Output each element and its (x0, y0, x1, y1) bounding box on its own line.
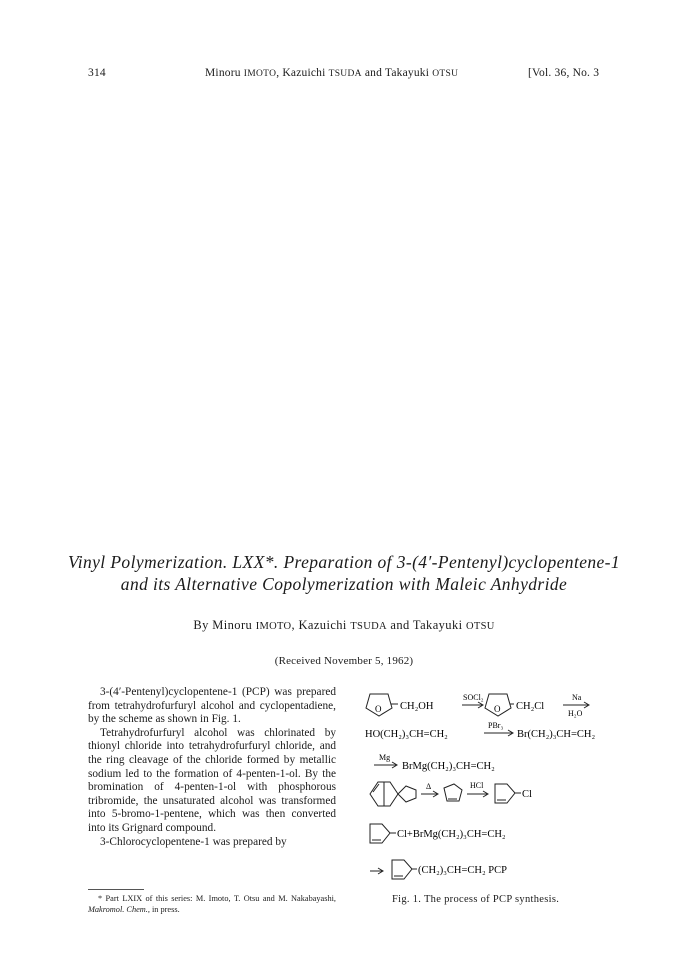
scheme-r3-b: BrMg(CH₂)₃CH=CH₂ (402, 761, 495, 772)
author-3-surname: OTSU (432, 69, 459, 79)
received-date: (Received November 5, 1962) (274, 655, 414, 667)
chlorocyclopentene-2-icon (370, 824, 390, 843)
figure-caption: Fig. 1. The process of PCP synthesis. (392, 894, 560, 905)
chlorocyclopentene-icon (495, 784, 515, 803)
byline (0, 618, 688, 633)
scheme-r2-reagent: PBr₃ (488, 721, 504, 730)
dicyclopentadiene-icon (370, 782, 416, 806)
byline-by: By Minoru (193, 618, 256, 632)
footnote (88, 893, 336, 915)
scheme-r1-reagent-2: Na (572, 693, 582, 702)
author-2-surname: TSUDA (328, 69, 362, 79)
author-sep-1: , Kazuichi (276, 67, 329, 79)
scheme-r4-cl: Cl (522, 789, 532, 800)
ring-oxygen-2: O (494, 704, 501, 714)
pcp-ring-icon (392, 860, 412, 879)
footnote-journal: Makromol. Chem. (88, 905, 148, 914)
footnote-rule (88, 889, 144, 890)
article-title-line-2: and its Alternative Copolymerization with Maleic Anhydride (120, 574, 568, 594)
scheme-r5-text: Cl+BrMg(CH₂)₃CH=CH₂ (397, 829, 506, 840)
author-1-given: Minoru (205, 67, 244, 79)
scheme-r6-text: (CH₂)₃CH=CH₂ PCP (418, 865, 507, 876)
byline-author-1: IMOTO (255, 621, 292, 632)
scheme-r3-reagent: Mg (379, 753, 391, 762)
cyclopentadiene-icon (444, 784, 462, 801)
scheme-r2-b: Br(CH₂)₃CH=CH₂ (517, 729, 596, 740)
scheme-r4-reagent-2: HCl (470, 781, 484, 790)
scheme-r1-a: CH₂OH (400, 701, 434, 712)
author-1-surname: IMOTO (243, 69, 277, 79)
running-header-authors (205, 67, 458, 79)
ring-oxygen-1: O (375, 704, 382, 714)
scheme-r1-b: CH₂Cl (516, 701, 545, 712)
footnote-text: * Part LXIX of this series: M. Imoto, T. Otsu and M. Nakabayashi, (98, 894, 336, 903)
scheme-r1-reagent-1: SOCl₂ (463, 693, 484, 702)
paragraph-1: 3-(4′-Pentenyl)cyclopentene-1 (PCP) was prepared from tetrahydrofurfuryl alcohol and cyclopentadiene, by the scheme as shown in Fig. 1. (88, 686, 336, 726)
reaction-scheme-figure (360, 684, 620, 889)
byline-author-2: TSUDA (350, 621, 387, 632)
byline-sep-1: , Kazuichi (291, 618, 351, 632)
page-number: 314 (88, 67, 106, 79)
article-title-line-1: Vinyl Polymerization. LXX*. Preparation of 3-(4′-Pentenyl)cyclopentene-1 (67, 552, 621, 572)
scheme-r1-reagent-3: H₂O (568, 709, 583, 718)
body-text-column (88, 686, 336, 849)
scheme-r2-a: HO(CH₂)₃CH=CH₂ (365, 729, 448, 740)
footnote-text-end: , in press. (147, 905, 180, 914)
volume-info: [Vol. 36, No. 3 (528, 67, 600, 79)
scheme-r4-reagent-1: Δ (426, 782, 432, 791)
paragraph-3: 3-Chlorocyclopentene-1 was prepared by (100, 835, 287, 848)
paragraph-2: Tetrahydrofurfuryl alcohol was chlorinated by thionyl chloride into tetrahydrofurfuryl chloride, and the ring cleavage of the chloride formed by metallic sodium led to the formation of 4-penten-1-ol. By the bromination of 4-penten-1-ol with phosphorous tribromide, the unsaturated alcohol was transformed into 5-bromo-1-pentene, which was then converted into its Grignard compound. (88, 726, 336, 834)
byline-sep-2: and Takayuki (386, 618, 466, 632)
byline-author-3: OTSU (466, 621, 495, 632)
author-sep-2: and Takayuki (361, 67, 433, 79)
